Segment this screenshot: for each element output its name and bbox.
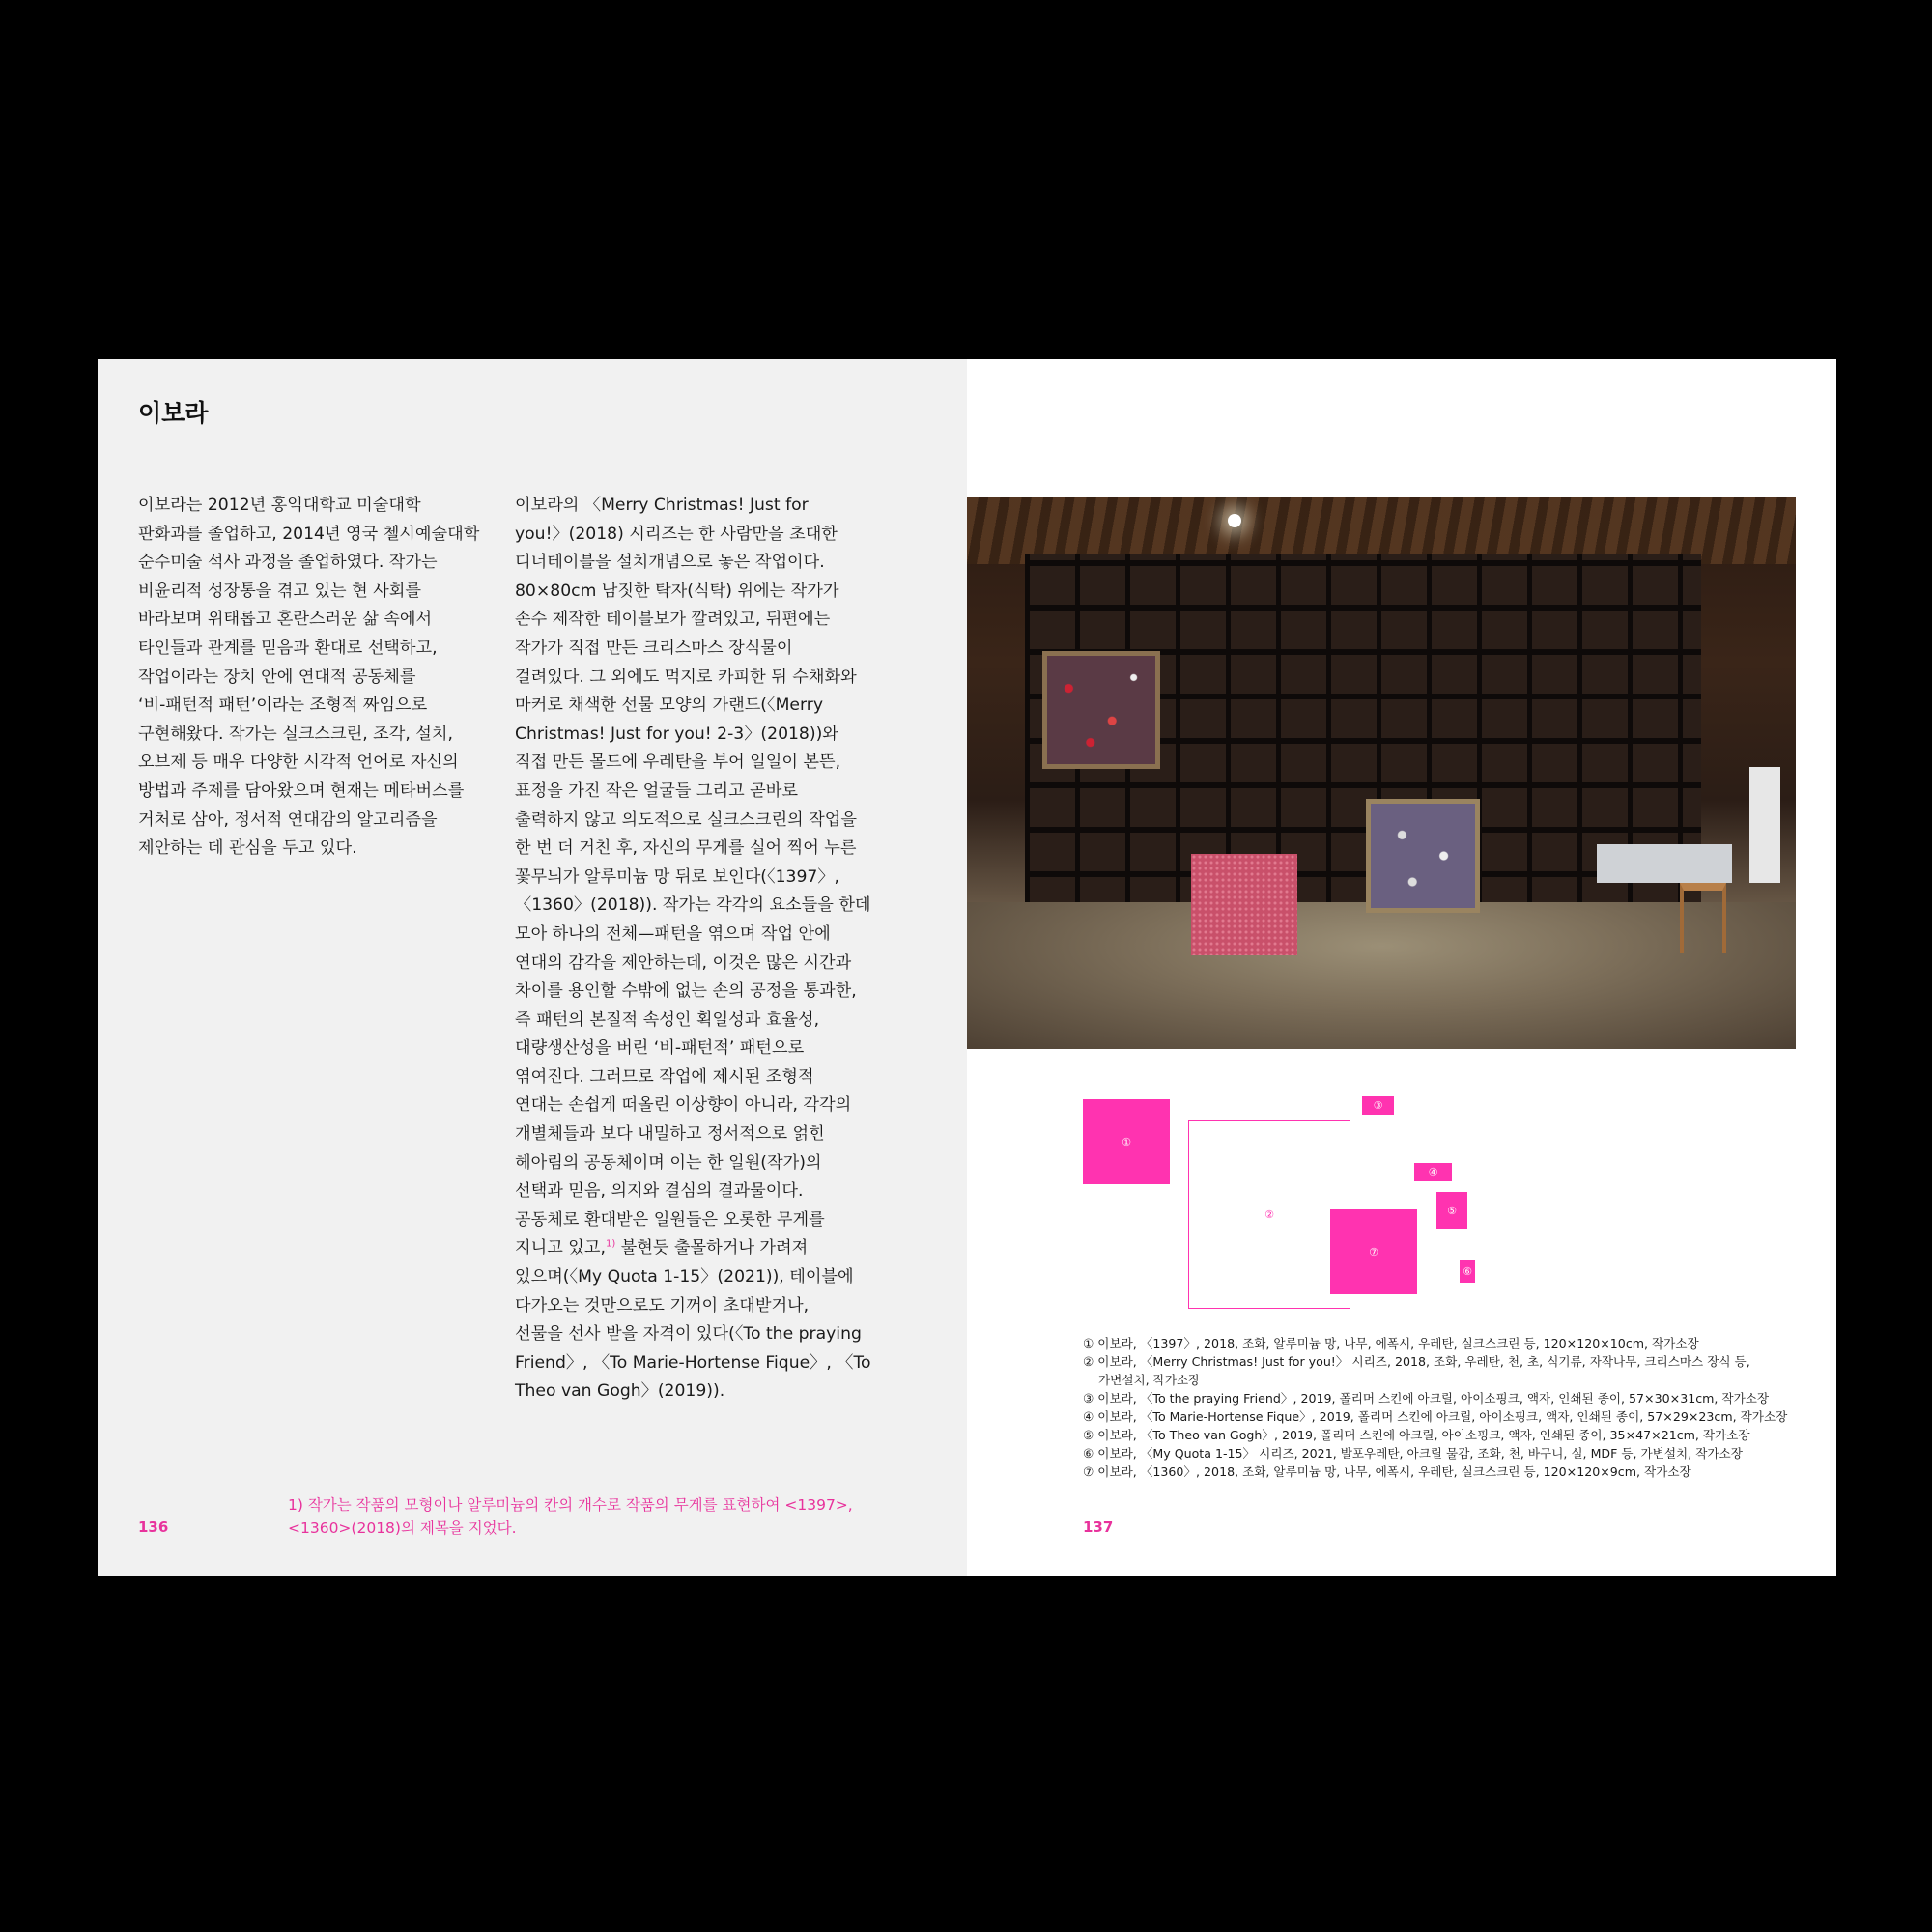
caption-item: ⑥ 이보라, 〈My Quota 1-15〉 시리즈, 2021, 발포우레탄, 아크릴 물감, 조화, 천, 바구니, 실, MDF 등, 가변설치, 작가소장 xyxy=(1083,1446,1743,1461)
diagram-box-4: ④ xyxy=(1414,1163,1452,1181)
diagram-box-5: ⑤ xyxy=(1436,1192,1467,1229)
footnote: 1) 작가는 작품의 모형이나 알루미늄의 칸의 개수로 작품의 무게를 표현하여 <1397>, <1360>(2018)의 제목을 지었다. xyxy=(288,1496,853,1537)
body-column-1: 이보라는 2012년 홍익대학교 미술대학 판화과를 졸업하고, 2014년 영국 첼시예술대학 순수미술 석사 과정을 졸업하였다. 작가는 비윤리적 성장통을 겪고 있는 현 사회를 바라보며 위태롭고 혼란스러운 삶 속에서 타인들과 관계를 믿음과 환대로 선택하고, 작업이라는 장치 안에 연대적 공동체를 ‘비-패턴적 패턴’이라는 조형적 짜임으로 구현해왔다. 작가는 실크스크린, 조각, 설치, 오브제 등 매우 다양한 시각적 언어로 자신의 방법과 주제를 담아왔으며 현재는 메타버스를 거처로 삼아, 정서적 연대감의 알고리즘을 제안하는 데 관심을 두고 있다. xyxy=(138,496,480,859)
diagram-box-6: ⑥ xyxy=(1460,1260,1475,1283)
diagram-box-7: ⑦ xyxy=(1330,1209,1417,1294)
caption-item: ④ 이보라, 〈To Marie-Hortense Fique〉, 2019, 폴리머 스킨에 아크릴, 아이소핑크, 액자, 인쇄된 종이, 57×29×23cm, 작가소장 xyxy=(1083,1409,1788,1424)
diagram-box-1: ① xyxy=(1083,1099,1170,1184)
footnote-reference: 1) xyxy=(605,1238,616,1250)
caption-list xyxy=(1083,1334,1787,1481)
page-number-left: 136 xyxy=(138,1519,169,1536)
diagram-box-3: ③ xyxy=(1362,1096,1394,1115)
page-number-right: 137 xyxy=(1083,1519,1114,1536)
left-page xyxy=(98,359,967,1576)
caption-item: ② 이보라, 〈Merry Christmas! Just for you!〉 시리즈, 2018, 조화, 우레탄, 천, 초, 식기류, 자작나무, 크리스마스 장식 등, 가변설치, 작가소장 xyxy=(1083,1354,1750,1387)
body-column-2-part-2: 불현듯 출몰하거나 가려져 있으며(〈My Quota 1-15〉(2021)), 테이블에 다가오는 것만으로도 기꺼이 초대받거나, 선물을 선사 받을 자격이 있다(〈To the praying Friend〉, 〈To Marie-Hortense Fique〉, 〈To Theo van Gogh〉(2019)). xyxy=(515,1238,871,1402)
caption-item: ③ 이보라, 〈To the praying Friend〉, 2019, 폴리머 스킨에 아크릴, 아이소핑크, 액자, 인쇄된 종이, 57×30×31cm, 작가소장 xyxy=(1083,1391,1770,1406)
page-title: 이보라 xyxy=(138,399,209,427)
diagram-box-2: ② xyxy=(1188,1120,1350,1309)
book-spread xyxy=(98,359,1836,1576)
caption-item: ⑤ 이보라, 〈To Theo van Gogh〉, 2019, 폴리머 스킨에 아크릴, 아이소핑크, 액자, 인쇄된 종이, 35×47×21cm, 작가소장 xyxy=(1083,1428,1750,1442)
right-page xyxy=(967,359,1836,1576)
caption-item: ① 이보라, 〈1397〉, 2018, 조화, 알루미늄 망, 나무, 에폭시, 우레탄, 실크스크린 등, 120×120×10cm, 작가소장 xyxy=(1083,1336,1699,1350)
caption-item: ⑦ 이보라, 〈1360〉, 2018, 조화, 알루미늄 망, 나무, 에폭시, 우레탄, 실크스크린 등, 120×120×9cm, 작가소장 xyxy=(1083,1464,1691,1479)
body-column-2 xyxy=(515,492,871,1406)
body-column-2-part-1: 이보라의 〈Merry Christmas! Just for you!〉(2018) 시리즈는 한 사람만을 초대한 디너테이블을 설치개념으로 놓은 작업이다. 80×80cm 남짓한 탁자(식탁) 위에는 작가가 손수 제작한 테이블보가 깔려있고, 뒤편에는 작가가 직접 만든 크리스마스 장식물이 걸려있다. 그 외에도 먹지로 카피한 뒤 수채화와 마커로 채색한 선물 모양의 가랜드(〈Merry Christmas! Just for you! 2-3〉(2018))와 직접 만든 몰드에 우레탄을 부어 일일이 본뜬, 표정을 가진 작은 얼굴들 그리고 곧바로 출력하지 않고 의도적으로 실크스크린의 작업을 한 번 더 거친 후, 자신의 무게를 실어 찍어 누른 꽃무늬가 알루미늄 망 뒤로 보인다(〈1397〉, 〈1360〉(2018)). 작가는 각각의 요소들을 한데 모아 하나의 전체—패턴을 엮으며 작업 안에 연대의 감각을 제안하는데, 이것은 많은 시간과 차이를 용인할 수밖에 없는 손의 공정을 통과한, 즉 패턴의 본질적 속성인 획일성과 효율성, 대량생산성을 버린 ‘비-패턴적’ 패턴으로 엮여진다. 그러므로 작업에 제시된 조형적 연대는 손쉽게 떠올린 이상향이 아니라, 각각의 개별체들과 보다 내밀하고 정서적으로 얽힌 헤아림의 공동체이며 이는 한 일원(작가)의 선택과 믿음, 의지와 결심의 결과물이다. 공동체로 환대받은 일원들은 오롯한 무게를 지니고 있고, xyxy=(515,496,871,1259)
